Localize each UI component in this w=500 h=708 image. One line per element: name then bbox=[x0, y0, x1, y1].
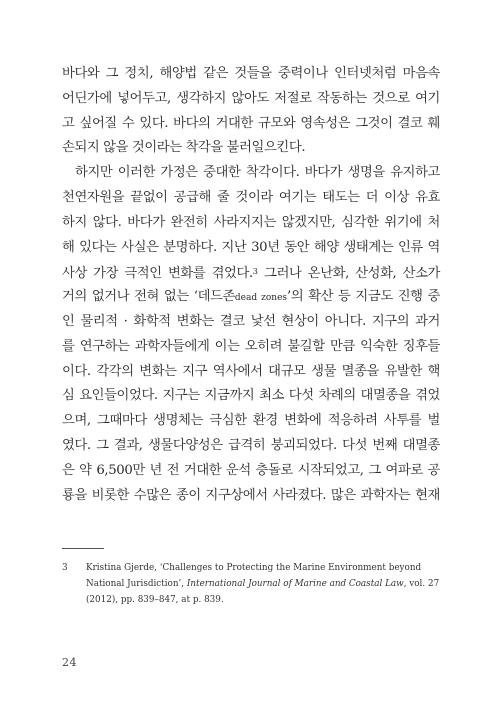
text-segment: 사상 가장 극적인 변화를 겪었다. bbox=[62, 266, 253, 282]
footnote-reference[interactable]: 3 bbox=[252, 267, 258, 277]
text-line: 어딘가에 넣어두고, 생각하지 않아도 저절로 작동하는 것으로 여기 bbox=[62, 90, 440, 106]
footnote-citation-start: Kristina Gjerde, ‘Challenges to Protecting the Marine Environment beyond National Jurisdiction’, bbox=[86, 563, 422, 589]
text-line: 은 약 6,500만 년 전 거대한 운석 충돌로 시작되었고, 그 여파로 공 bbox=[62, 462, 440, 478]
footnote-citation-end: , vol. 27 (2012), pp. 839–847, at p. 839. bbox=[86, 579, 440, 605]
text-line: 하지만 이러한 가정은 중대한 착각이다. 바다가 생명을 유지하고 bbox=[75, 165, 440, 181]
footnote-divider bbox=[62, 548, 104, 549]
page-number: 24 bbox=[62, 656, 77, 669]
text-line bbox=[62, 260, 440, 285]
text-segment: 그러나 온난화, 산성화, 산소가 bbox=[257, 266, 440, 282]
footnote-journal-title: International Journal of Marine and Coastal Law bbox=[186, 579, 404, 589]
text-line bbox=[62, 285, 440, 310]
english-term: dead zones bbox=[234, 293, 288, 304]
body-text bbox=[62, 62, 440, 508]
footnote bbox=[62, 560, 442, 608]
text-line: 이다. 각각의 변화는 지구 역사에서 대규모 생물 멸종을 유발한 핵 bbox=[62, 363, 440, 379]
footnote-number: 3 bbox=[62, 563, 68, 573]
text-line: 인 물리적 · 화학적 변화는 결코 낯선 현상이 아니다. 지구의 과거 bbox=[62, 313, 440, 329]
text-line: 를 연구하는 과학자들에게 이는 오히려 불길할 만큼 익숙한 징후들 bbox=[62, 338, 440, 354]
text-line: 으며, 그때마다 생명체는 극심한 환경 변화에 적응하려 사투를 벌 bbox=[62, 413, 440, 429]
text-line: 손되지 않을 것이라는 착각을 불러일으킨다. bbox=[62, 140, 306, 156]
text-line: 심 요인들이었다. 지구는 지금까지 최소 다섯 차례의 대멸종을 겪었 bbox=[62, 388, 440, 404]
text-line: 고 싶어질 수 있다. 바다의 거대한 규모와 영속성은 그것이 결코 훼 bbox=[62, 115, 440, 131]
text-segment: 거의 없거나 전혀 없는 ‘데드존 bbox=[62, 289, 235, 305]
text-segment: ’의 확산 등 지금도 진행 중 bbox=[287, 289, 440, 305]
text-line: 바다와 그 정치, 해양법 같은 것들을 중력이나 인터넷처럼 마음속 bbox=[62, 66, 440, 81]
text-line: 천연자원을 끝없이 공급해 줄 것이라 여기는 태도는 더 이상 유효 bbox=[62, 189, 440, 205]
text-line: 하지 않다. 바다가 완전히 사라지지는 않겠지만, 심각한 위기에 처 bbox=[62, 214, 440, 230]
text-line: 해 있다는 사실은 분명하다. 지난 30년 동안 해양 생태계는 인류 역 bbox=[62, 239, 440, 255]
footnote-text bbox=[86, 560, 442, 608]
text-line: 였다. 그 결과, 생물다양성은 급격히 붕괴되었다. 다섯 번째 대멸종 bbox=[62, 437, 440, 453]
text-line: 룡을 비롯한 수많은 종이 지구상에서 사라졌다. 많은 과학자는 현재 bbox=[62, 487, 440, 503]
